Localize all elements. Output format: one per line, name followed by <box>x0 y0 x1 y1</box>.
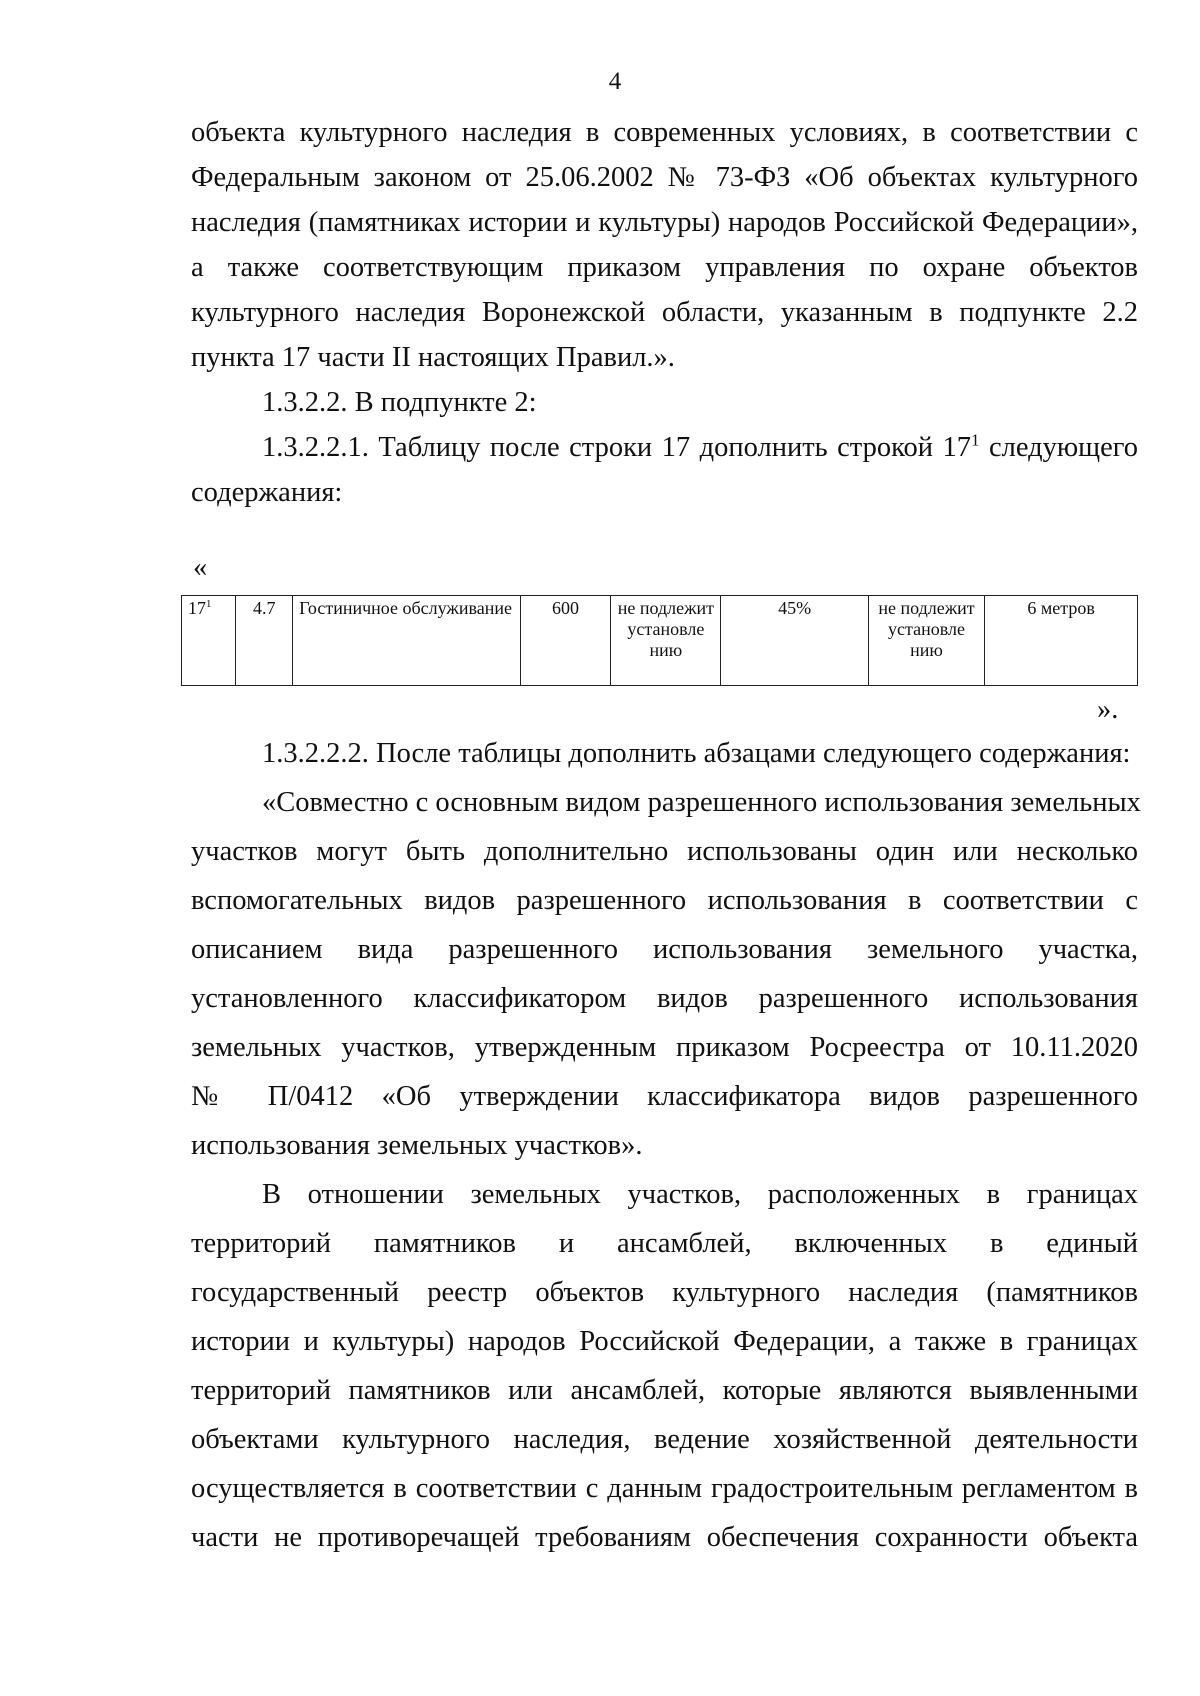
para3-line-5: территорий памятников или ансамблей, которые являются выявленными <box>191 1375 1138 1406</box>
cell-height: 6 метров <box>985 596 1138 686</box>
para3-line-7: осуществляется в соответствии с данным градостроительным регламентом в <box>191 1473 1138 1504</box>
row-superscript: 1 <box>970 430 980 450</box>
cell-c5: не подлежит установле нию <box>611 596 721 686</box>
para1-line-4: а также соответствующим приказом управления по охране объектов <box>191 252 1138 283</box>
para1-line-2: Федеральным законом от 25.06.2002 № 73-ФЗ «Об объектах культурного <box>191 162 1138 193</box>
para3-line-8: части не противоречащей требованиям обеспечения сохранности объекта <box>191 1522 1138 1553</box>
para2-line-4: описанием вида разрешенного использования земельного участка, <box>191 934 1138 965</box>
para1-line-3: наследия (памятниках истории и культуры) народов Российской Федерации», <box>191 207 1138 238</box>
para2-line-1: «Совместно с основным видом разрешенного использования земельных <box>262 787 1141 818</box>
para2-line-7: № П/0412 «Об утверждении классификатора видов разрешенного <box>191 1081 1138 1112</box>
cell-code: 4.7 <box>236 596 293 686</box>
para2-line-3: вспомогательных видов разрешенного использования в соответствии с <box>191 885 1138 916</box>
para3-line-1: В отношении земельных участков, расположенных в границах <box>262 1179 1138 1210</box>
open-quote: « <box>193 552 208 583</box>
table-row <box>182 596 1138 686</box>
cell-percent: 45% <box>721 596 868 686</box>
item-1-3-2-2: 1.3.2.2. В подпункте 2: <box>262 387 537 418</box>
item-1-3-2-2-1-cont: содержания: <box>191 477 343 508</box>
para2-line-5: установленного классификатором видов разрешенного использования <box>191 983 1138 1014</box>
para1-line-5: культурного наследия Воронежской области, указанным в подпункте 2.2 <box>191 297 1138 328</box>
para1-line-1: объекта культурного наследия в современных условиях, в соответствии с <box>191 117 1138 148</box>
para3-line-6: объектами культурного наследия, ведение хозяйственной деятельности <box>191 1424 1138 1455</box>
amendment-table <box>181 595 1138 686</box>
para3-line-3: государственный реестр объектов культурного наследия (памятников <box>191 1277 1138 1308</box>
cell-name: Гостиничное обслуживание <box>293 596 521 686</box>
para2-line-2: участков могут быть дополнительно использованы один или несколько <box>191 836 1138 867</box>
item-1-3-2-2-1: 1.3.2.2.1. Таблицу после строки 17 дополнить строкой $17^1$ следующего <box>262 430 1138 463</box>
para2-line-6: земельных участков, утвержденным приказом Росреестра от 10.11.2020 <box>191 1032 1138 1063</box>
cell-row-number: $17^1$ <box>182 596 236 686</box>
item-1-3-2-2-2: 1.3.2.2.2. После таблицы дополнить абзацами следующего содержания: <box>262 738 1131 769</box>
para3-line-4: истории и культуры) народов Российской Федерации, а также в границах <box>191 1326 1138 1357</box>
cell-c7: не подлежит установле нию <box>868 596 984 686</box>
page-number: 4 <box>608 68 622 95</box>
cell-area: 600 <box>520 596 611 686</box>
para3-line-2: территорий памятников и ансамблей, включенных в единый <box>191 1228 1138 1259</box>
para2-line-8: использования земельных участков». <box>191 1130 643 1161</box>
close-quote: ». <box>1097 694 1119 725</box>
para1-line-6: пункта 17 части II настоящих Правил.». <box>191 342 675 373</box>
